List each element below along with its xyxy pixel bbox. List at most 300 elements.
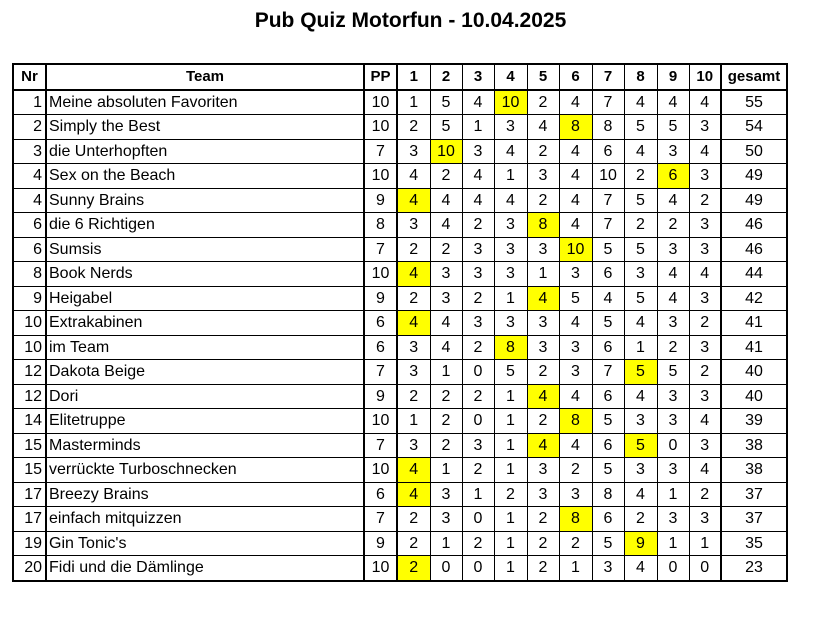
round-score-cell: 2: [689, 188, 721, 213]
total-cell: 49: [721, 164, 787, 189]
table-row: [13, 531, 787, 556]
round-score-cell: 3: [689, 164, 721, 189]
round-score-cell: 1: [494, 507, 527, 532]
round-score-cell: 4: [559, 213, 592, 238]
round-score-cell: 2: [527, 360, 559, 385]
round-score-cell: 4: [462, 164, 494, 189]
team-name-cell: Breezy Brains: [46, 482, 364, 507]
round-score-cell: 3: [397, 139, 430, 164]
round-score-cell: 1: [494, 409, 527, 434]
round-score-cell: 4: [624, 90, 657, 115]
round-score-cell: 8: [559, 409, 592, 434]
round-score-cell: 4: [689, 262, 721, 287]
round-score-cell: 6: [592, 139, 624, 164]
round-score-cell: 2: [397, 115, 430, 140]
round-score-cell: 2: [397, 507, 430, 532]
round-score-cell: 4: [397, 262, 430, 287]
round-score-cell: 1: [657, 531, 689, 556]
round-score-cell: 4: [559, 433, 592, 458]
round-score-cell: 3: [657, 507, 689, 532]
round-score-cell: 2: [624, 164, 657, 189]
rank-cell: 6: [13, 213, 46, 238]
total-cell: 39: [721, 409, 787, 434]
round-score-cell: 2: [430, 384, 462, 409]
round-score-cell: 2: [657, 335, 689, 360]
round-score-cell: 3: [527, 311, 559, 336]
round-score-cell: 1: [527, 262, 559, 287]
rank-cell: 12: [13, 360, 46, 385]
team-name-cell: Gin Tonic's: [46, 531, 364, 556]
round-score-cell: 10: [494, 90, 527, 115]
round-score-cell: 5: [624, 286, 657, 311]
column-header-round-5: 5: [527, 64, 559, 90]
rank-cell: 19: [13, 531, 46, 556]
round-score-cell: 2: [527, 531, 559, 556]
pp-cell: 9: [364, 531, 397, 556]
round-score-cell: 2: [397, 556, 430, 581]
team-name-cell: Extrakabinen: [46, 311, 364, 336]
round-score-cell: 1: [559, 556, 592, 581]
round-score-cell: 1: [657, 482, 689, 507]
round-score-cell: 0: [462, 360, 494, 385]
column-header-round-10: 10: [689, 64, 721, 90]
results-table: [12, 63, 788, 582]
rank-cell: 10: [13, 335, 46, 360]
round-score-cell: 2: [527, 188, 559, 213]
round-score-cell: 7: [592, 213, 624, 238]
pp-cell: 8: [364, 213, 397, 238]
round-score-cell: 4: [430, 188, 462, 213]
column-header-round-6: 6: [559, 64, 592, 90]
round-score-cell: 4: [657, 90, 689, 115]
column-header-round-1: 1: [397, 64, 430, 90]
round-score-cell: 4: [559, 164, 592, 189]
round-score-cell: 2: [527, 507, 559, 532]
round-score-cell: 10: [559, 237, 592, 262]
total-cell: 35: [721, 531, 787, 556]
round-score-cell: 5: [559, 286, 592, 311]
table-row: [13, 262, 787, 287]
table-row: [13, 213, 787, 238]
header-row: [13, 64, 787, 90]
team-name-cell: Elitetruppe: [46, 409, 364, 434]
team-name-cell: Heigabel: [46, 286, 364, 311]
team-name-cell: die 6 Richtigen: [46, 213, 364, 238]
rank-cell: 6: [13, 237, 46, 262]
round-score-cell: 1: [430, 360, 462, 385]
column-header-round-7: 7: [592, 64, 624, 90]
round-score-cell: 4: [397, 482, 430, 507]
round-score-cell: 4: [430, 213, 462, 238]
round-score-cell: 4: [657, 286, 689, 311]
round-score-cell: 5: [624, 433, 657, 458]
rank-cell: 4: [13, 164, 46, 189]
round-score-cell: 3: [657, 409, 689, 434]
round-score-cell: 2: [624, 213, 657, 238]
round-score-cell: 7: [592, 360, 624, 385]
round-score-cell: 5: [624, 237, 657, 262]
table-body: [13, 90, 787, 581]
round-score-cell: 3: [527, 335, 559, 360]
table-row: [13, 115, 787, 140]
round-score-cell: 2: [559, 458, 592, 483]
pp-cell: 10: [364, 164, 397, 189]
rank-cell: 14: [13, 409, 46, 434]
round-score-cell: 4: [559, 384, 592, 409]
round-score-cell: 2: [430, 164, 462, 189]
total-cell: 49: [721, 188, 787, 213]
column-header-nr: Nr: [13, 64, 46, 90]
round-score-cell: 3: [689, 115, 721, 140]
round-score-cell: 4: [559, 188, 592, 213]
round-score-cell: 3: [462, 237, 494, 262]
round-score-cell: 4: [462, 188, 494, 213]
round-score-cell: 4: [624, 556, 657, 581]
rank-cell: 10: [13, 311, 46, 336]
table-row: [13, 237, 787, 262]
column-header-round-2: 2: [430, 64, 462, 90]
round-score-cell: 3: [559, 360, 592, 385]
round-score-cell: 4: [397, 311, 430, 336]
round-score-cell: 5: [657, 360, 689, 385]
pp-cell: 6: [364, 482, 397, 507]
column-header-gesamt: gesamt: [721, 64, 787, 90]
round-score-cell: 1: [494, 164, 527, 189]
total-cell: 23: [721, 556, 787, 581]
round-score-cell: 1: [494, 286, 527, 311]
team-name-cell: Meine absoluten Favoriten: [46, 90, 364, 115]
total-cell: 50: [721, 139, 787, 164]
round-score-cell: 4: [689, 409, 721, 434]
round-score-cell: 2: [397, 286, 430, 311]
round-score-cell: 4: [494, 139, 527, 164]
total-cell: 38: [721, 433, 787, 458]
pp-cell: 10: [364, 458, 397, 483]
round-score-cell: 1: [430, 458, 462, 483]
pp-cell: 7: [364, 139, 397, 164]
round-score-cell: 6: [592, 262, 624, 287]
rank-cell: 3: [13, 139, 46, 164]
round-score-cell: 2: [430, 433, 462, 458]
round-score-cell: 3: [689, 384, 721, 409]
round-score-cell: 2: [527, 90, 559, 115]
round-score-cell: 0: [657, 433, 689, 458]
round-score-cell: 2: [494, 482, 527, 507]
rank-cell: 20: [13, 556, 46, 581]
column-header-round-8: 8: [624, 64, 657, 90]
rank-cell: 15: [13, 433, 46, 458]
round-score-cell: 2: [430, 237, 462, 262]
pp-cell: 10: [364, 262, 397, 287]
round-score-cell: 3: [689, 213, 721, 238]
rank-cell: 17: [13, 507, 46, 532]
round-score-cell: 2: [624, 507, 657, 532]
round-score-cell: 4: [527, 286, 559, 311]
total-cell: 46: [721, 237, 787, 262]
round-score-cell: 3: [462, 262, 494, 287]
round-score-cell: 1: [494, 433, 527, 458]
round-score-cell: 8: [592, 115, 624, 140]
round-score-cell: 5: [624, 115, 657, 140]
team-name-cell: verrückte Turboschnecken: [46, 458, 364, 483]
rank-cell: 8: [13, 262, 46, 287]
round-score-cell: 1: [462, 115, 494, 140]
round-score-cell: 4: [624, 482, 657, 507]
round-score-cell: 5: [430, 90, 462, 115]
round-score-cell: 4: [624, 311, 657, 336]
team-name-cell: Sumsis: [46, 237, 364, 262]
table-row: [13, 164, 787, 189]
rank-cell: 9: [13, 286, 46, 311]
round-score-cell: 0: [462, 556, 494, 581]
round-score-cell: 2: [462, 213, 494, 238]
total-cell: 41: [721, 335, 787, 360]
round-score-cell: 3: [624, 262, 657, 287]
rank-cell: 2: [13, 115, 46, 140]
round-score-cell: 1: [494, 531, 527, 556]
round-score-cell: 1: [689, 531, 721, 556]
table-row: [13, 335, 787, 360]
round-score-cell: 8: [527, 213, 559, 238]
round-score-cell: 3: [527, 482, 559, 507]
round-score-cell: 4: [657, 188, 689, 213]
round-score-cell: 3: [397, 213, 430, 238]
round-score-cell: 3: [494, 311, 527, 336]
round-score-cell: 4: [559, 139, 592, 164]
round-score-cell: 5: [592, 311, 624, 336]
team-name-cell: die Unterhopften: [46, 139, 364, 164]
round-score-cell: 4: [624, 139, 657, 164]
pp-cell: 6: [364, 311, 397, 336]
round-score-cell: 2: [397, 531, 430, 556]
total-cell: 46: [721, 213, 787, 238]
team-name-cell: im Team: [46, 335, 364, 360]
round-score-cell: 8: [494, 335, 527, 360]
rank-cell: 12: [13, 384, 46, 409]
round-score-cell: 5: [624, 360, 657, 385]
rank-cell: 17: [13, 482, 46, 507]
rank-cell: 4: [13, 188, 46, 213]
round-score-cell: 3: [624, 458, 657, 483]
round-score-cell: 0: [462, 507, 494, 532]
round-score-cell: 0: [462, 409, 494, 434]
round-score-cell: 2: [657, 213, 689, 238]
table-row: [13, 556, 787, 581]
round-score-cell: 3: [657, 237, 689, 262]
round-score-cell: 5: [430, 115, 462, 140]
team-name-cell: Masterminds: [46, 433, 364, 458]
table-row: [13, 311, 787, 336]
round-score-cell: 3: [430, 507, 462, 532]
round-score-cell: 5: [592, 409, 624, 434]
round-score-cell: 9: [624, 531, 657, 556]
round-score-cell: 1: [494, 384, 527, 409]
table-row: [13, 458, 787, 483]
round-score-cell: 4: [559, 311, 592, 336]
round-score-cell: 3: [397, 335, 430, 360]
total-cell: 54: [721, 115, 787, 140]
round-score-cell: 2: [430, 409, 462, 434]
round-score-cell: 2: [527, 409, 559, 434]
round-score-cell: 0: [430, 556, 462, 581]
round-score-cell: 2: [397, 237, 430, 262]
round-score-cell: 0: [657, 556, 689, 581]
team-name-cell: Book Nerds: [46, 262, 364, 287]
round-score-cell: 2: [527, 139, 559, 164]
team-name-cell: Dori: [46, 384, 364, 409]
round-score-cell: 3: [689, 433, 721, 458]
rank-cell: 15: [13, 458, 46, 483]
round-score-cell: 3: [657, 384, 689, 409]
round-score-cell: 7: [592, 90, 624, 115]
round-score-cell: 1: [494, 556, 527, 581]
round-score-cell: 0: [689, 556, 721, 581]
table-row: [13, 482, 787, 507]
column-header-round-3: 3: [462, 64, 494, 90]
table-row: [13, 286, 787, 311]
pp-cell: 7: [364, 360, 397, 385]
round-score-cell: 5: [592, 237, 624, 262]
total-cell: 38: [721, 458, 787, 483]
column-header-team: Team: [46, 64, 364, 90]
round-score-cell: 2: [462, 531, 494, 556]
round-score-cell: 3: [657, 139, 689, 164]
round-score-cell: 2: [462, 458, 494, 483]
pp-cell: 7: [364, 237, 397, 262]
table-row: [13, 90, 787, 115]
round-score-cell: 3: [430, 262, 462, 287]
pp-cell: 9: [364, 286, 397, 311]
pp-cell: 10: [364, 409, 397, 434]
round-score-cell: 10: [430, 139, 462, 164]
round-score-cell: 4: [624, 384, 657, 409]
round-score-cell: 4: [397, 458, 430, 483]
round-score-cell: 3: [559, 335, 592, 360]
pp-cell: 9: [364, 384, 397, 409]
round-score-cell: 2: [689, 311, 721, 336]
round-score-cell: 3: [430, 286, 462, 311]
round-score-cell: 3: [527, 458, 559, 483]
total-cell: 42: [721, 286, 787, 311]
round-score-cell: 1: [397, 90, 430, 115]
team-name-cell: Simply the Best: [46, 115, 364, 140]
round-score-cell: 1: [430, 531, 462, 556]
table-row: [13, 139, 787, 164]
pp-cell: 9: [364, 188, 397, 213]
round-score-cell: 4: [397, 164, 430, 189]
table-row: [13, 384, 787, 409]
round-score-cell: 4: [527, 384, 559, 409]
round-score-cell: 4: [592, 286, 624, 311]
round-score-cell: 3: [462, 433, 494, 458]
pp-cell: 10: [364, 115, 397, 140]
round-score-cell: 3: [624, 409, 657, 434]
round-score-cell: 3: [559, 482, 592, 507]
round-score-cell: 2: [462, 384, 494, 409]
round-score-cell: 4: [689, 90, 721, 115]
round-score-cell: 4: [397, 188, 430, 213]
pp-cell: 10: [364, 556, 397, 581]
team-name-cell: Sex on the Beach: [46, 164, 364, 189]
round-score-cell: 3: [462, 311, 494, 336]
round-score-cell: 5: [592, 458, 624, 483]
table-row: [13, 360, 787, 385]
round-score-cell: 2: [559, 531, 592, 556]
round-score-cell: 2: [462, 335, 494, 360]
round-score-cell: 4: [559, 90, 592, 115]
round-score-cell: 4: [689, 458, 721, 483]
round-score-cell: 1: [462, 482, 494, 507]
round-score-cell: 4: [657, 262, 689, 287]
rank-cell: 1: [13, 90, 46, 115]
pp-cell: 6: [364, 335, 397, 360]
round-score-cell: 3: [689, 507, 721, 532]
round-score-cell: 6: [592, 433, 624, 458]
round-score-cell: 3: [689, 335, 721, 360]
round-score-cell: 5: [592, 531, 624, 556]
round-score-cell: 3: [657, 458, 689, 483]
round-score-cell: 2: [527, 556, 559, 581]
round-score-cell: 4: [462, 90, 494, 115]
team-name-cell: einfach mitquizzen: [46, 507, 364, 532]
round-score-cell: 2: [689, 482, 721, 507]
total-cell: 40: [721, 384, 787, 409]
column-header-pp: PP: [364, 64, 397, 90]
round-score-cell: 1: [397, 409, 430, 434]
round-score-cell: 3: [462, 139, 494, 164]
column-header-round-4: 4: [494, 64, 527, 90]
total-cell: 44: [721, 262, 787, 287]
pp-cell: 7: [364, 507, 397, 532]
round-score-cell: 3: [430, 482, 462, 507]
round-score-cell: 10: [592, 164, 624, 189]
table-row: [13, 433, 787, 458]
round-score-cell: 3: [689, 237, 721, 262]
team-name-cell: Fidi und die Dämlinge: [46, 556, 364, 581]
total-cell: 55: [721, 90, 787, 115]
round-score-cell: 4: [430, 311, 462, 336]
round-score-cell: 7: [592, 188, 624, 213]
round-score-cell: 4: [527, 115, 559, 140]
table-row: [13, 409, 787, 434]
round-score-cell: 3: [397, 433, 430, 458]
round-score-cell: 8: [559, 115, 592, 140]
total-cell: 41: [721, 311, 787, 336]
round-score-cell: 3: [494, 115, 527, 140]
round-score-cell: 3: [494, 213, 527, 238]
round-score-cell: 4: [527, 433, 559, 458]
round-score-cell: 5: [624, 188, 657, 213]
round-score-cell: 2: [689, 360, 721, 385]
team-name-cell: Sunny Brains: [46, 188, 364, 213]
team-name-cell: Dakota Beige: [46, 360, 364, 385]
round-score-cell: 6: [592, 507, 624, 532]
pp-cell: 7: [364, 433, 397, 458]
round-score-cell: 6: [592, 384, 624, 409]
round-score-cell: 3: [494, 262, 527, 287]
table-row: [13, 188, 787, 213]
round-score-cell: 3: [689, 286, 721, 311]
column-header-round-9: 9: [657, 64, 689, 90]
round-score-cell: 5: [494, 360, 527, 385]
round-score-cell: 6: [657, 164, 689, 189]
round-score-cell: 4: [494, 188, 527, 213]
round-score-cell: 8: [592, 482, 624, 507]
round-score-cell: 4: [689, 139, 721, 164]
total-cell: 40: [721, 360, 787, 385]
total-cell: 37: [721, 507, 787, 532]
round-score-cell: 3: [527, 237, 559, 262]
